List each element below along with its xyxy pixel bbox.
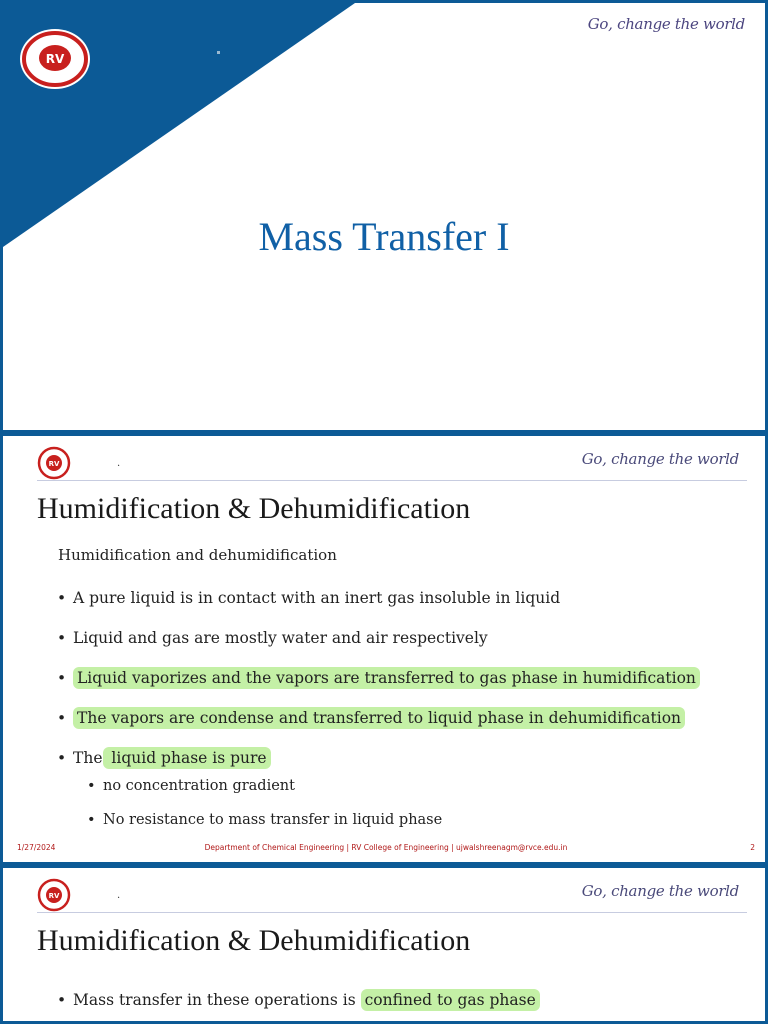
rv-logo xyxy=(37,446,71,480)
bullet-list xyxy=(57,584,700,784)
slide-title: Mass Transfer I xyxy=(258,214,510,259)
logo-main-text: RV xyxy=(45,52,65,66)
bullet-item xyxy=(57,704,700,744)
intro-text: Humidification and dehumidification xyxy=(58,546,337,564)
bullet-text: A pure liquid is in contact with an inert gas insoluble in liquid xyxy=(73,589,561,607)
sub-bullet-text: No resistance to mass transfer in liquid phase xyxy=(103,812,443,828)
highlighted-text: liquid phase is pure xyxy=(103,747,271,769)
slide-title: Humidification & Dehumidification xyxy=(37,924,471,957)
slide-footer xyxy=(17,843,755,855)
dot-mark: . xyxy=(117,458,121,469)
bullet-item xyxy=(57,624,700,664)
highlighted-text: Liquid vaporizes and the vapors are transferred to gas phase in humidification xyxy=(73,667,700,689)
sub-bullet-item xyxy=(87,808,442,842)
bullet-text: Mass transfer in these operations is xyxy=(73,991,361,1009)
bullet-item xyxy=(57,664,700,704)
tagline: Go, change the world xyxy=(581,882,739,900)
bullet-item xyxy=(57,584,700,624)
rv-logo xyxy=(17,27,93,91)
header-divider xyxy=(37,912,747,913)
logo-main-text: RV xyxy=(48,892,60,900)
tiny-mark xyxy=(217,51,220,54)
highlighted-text: confined to gas phase xyxy=(361,989,540,1011)
title-slide xyxy=(0,0,768,433)
rv-logo xyxy=(37,878,71,912)
slide-title: Humidification & Dehumidification xyxy=(37,492,471,525)
sub-bullet-list xyxy=(87,774,442,842)
footer-department: Department of Chemical Engineering | RV College of Engineering | ujwalshreenagm@rvce.edu.in xyxy=(204,843,568,852)
content-slide-3 xyxy=(0,865,768,1024)
bullet-item xyxy=(57,986,540,1024)
bullet-list xyxy=(57,986,540,1024)
sub-bullet-item xyxy=(87,774,442,808)
header-divider xyxy=(37,480,747,481)
logo-main-text: RV xyxy=(48,460,60,468)
bullet-text: The xyxy=(73,749,103,767)
tagline: Go, change the world xyxy=(581,450,739,468)
page-number: 2 xyxy=(750,843,755,852)
sub-bullet-text: no concentration gradient xyxy=(103,778,295,794)
tagline: Go, change the world xyxy=(587,15,745,33)
footer-date: 1/27/2024 xyxy=(17,843,56,852)
bullet-text: Liquid and gas are mostly water and air respectively xyxy=(73,629,488,647)
dot-mark: . xyxy=(117,890,121,901)
content-slide-2 xyxy=(0,433,768,865)
highlighted-text: The vapors are condense and transferred to liquid phase in dehumidification xyxy=(73,707,685,729)
